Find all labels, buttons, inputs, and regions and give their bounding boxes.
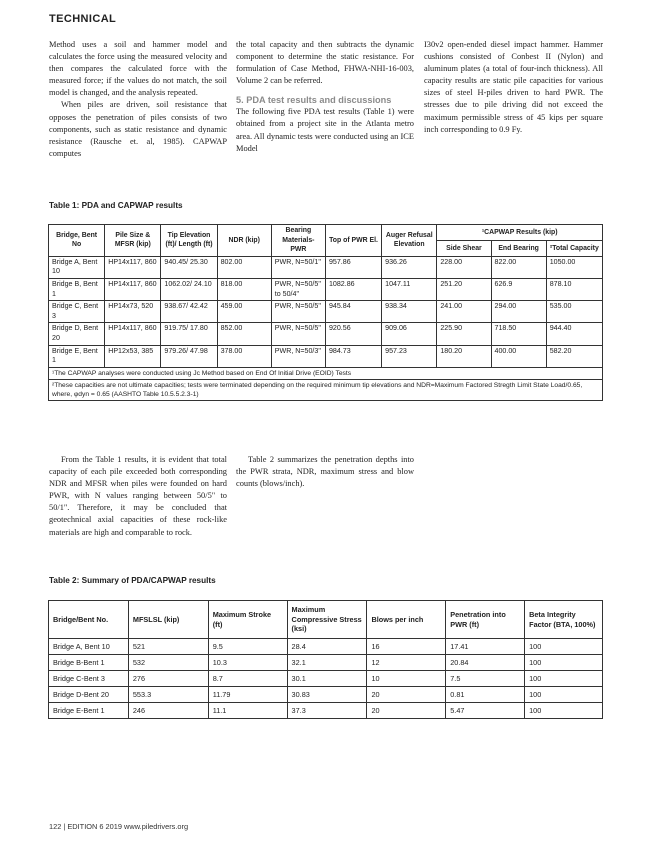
table-cell: 20.84 — [446, 655, 525, 671]
table-cell-pile: HP14x73, 520 — [105, 301, 161, 323]
table-cell-ndr: 818.00 — [217, 278, 271, 300]
table-row — [49, 323, 603, 345]
table-cell-side: 228.00 — [437, 256, 491, 278]
col-header: Auger Refusal Elevation — [382, 225, 437, 257]
table-row — [49, 301, 603, 323]
table-cell: Bridge B-Bent 1 — [49, 655, 129, 671]
table-row — [49, 639, 603, 655]
table-cell: 20 — [367, 687, 446, 703]
table-cell-top: 945.84 — [325, 301, 381, 323]
table-cell-total: 582.20 — [546, 345, 602, 367]
table-row — [49, 703, 603, 719]
table-cell-bearing: PWR, N=50/1" — [271, 256, 325, 278]
table-cell-pile: HP14x117, 860 — [105, 278, 161, 300]
paragraph: Table 2 summarizes the penetration depths into the PWR strata, NDR, maximum stress and blow counts (blows/inch). — [236, 455, 414, 489]
paragraph: the total capacity and then subtracts the dynamic component to determine the static resistance. For formulation of Case Method, FHWA-NHI-16-003, Volume 2 can be referred. — [236, 40, 414, 86]
table1-caption: Table 1: PDA and CAPWAP results — [49, 201, 183, 210]
table-cell-end: 718.50 — [491, 323, 546, 345]
page-footer: 122 | EDITION 6 2019 www.piledrivers.org — [49, 822, 189, 831]
table-cell: 100 — [525, 687, 603, 703]
table-cell-pile: HP14x117, 860 — [105, 323, 161, 345]
table2-caption: Table 2: Summary of PDA/CAPWAP results — [49, 576, 216, 585]
table-cell: 28.4 — [287, 639, 367, 655]
table-cell: 32.1 — [287, 655, 367, 671]
col-header: Maximum Compressive Stress (ksi) — [287, 601, 367, 639]
table-cell-total: 878.10 — [546, 278, 602, 300]
table-cell-total: 944.40 — [546, 323, 602, 345]
col-header: Bearing Materials-PWR — [271, 225, 325, 257]
table-footnote: ¹The CAPWAP analyses were conducted using Jc Method based on End Of Initial Drive (EOID) Tests — [49, 367, 603, 379]
col-header: Beta Integrity Factor (BTA, 100%) — [525, 601, 603, 639]
col-header: Bridge, Bent No — [49, 225, 105, 257]
table-cell: 10 — [367, 671, 446, 687]
col-header: Top of PWR El. — [325, 225, 381, 257]
table-cell: Bridge D-Bent 20 — [49, 687, 129, 703]
table-cell: 11.1 — [208, 703, 287, 719]
table-footnote: ²These capacities are not ultimate capacities; tests were terminated depending on the required minimum tip elevations and NDR=Maximum Factored Stregth Limit State Load/0.65, where, φdyn = 0.65 (AASHTO Table 10.5.5.2.3-1) — [49, 379, 603, 400]
table-cell-bearing: PWR, N=50/5" to 50/4" — [271, 278, 325, 300]
col-header: NDR (kip) — [217, 225, 271, 257]
table-cell: 10.3 — [208, 655, 287, 671]
table-cell-end: 400.00 — [491, 345, 546, 367]
col-header: Side Shear — [437, 240, 491, 256]
table-cell: 9.5 — [208, 639, 287, 655]
summary-table — [48, 600, 603, 719]
table-cell-tip: 979.26/ 47.98 — [161, 345, 217, 367]
table-cell-side: 241.00 — [437, 301, 491, 323]
table-cell-tip: 940.45/ 25.30 — [161, 256, 217, 278]
table-cell: 100 — [525, 703, 603, 719]
table-cell: 0.81 — [446, 687, 525, 703]
table-cell-auger: 957.23 — [382, 345, 437, 367]
col-header: Pile Size & MFSR (kip) — [105, 225, 161, 257]
table-cell: Bridge A, Bent 10 — [49, 639, 129, 655]
table-cell-top: 957.86 — [325, 256, 381, 278]
table-cell: 100 — [525, 671, 603, 687]
text-column-3 — [424, 39, 603, 136]
table-cell: 11.79 — [208, 687, 287, 703]
table-cell-pile: HP12x53, 385 — [105, 345, 161, 367]
table-cell: 532 — [128, 655, 208, 671]
table-cell: 521 — [128, 639, 208, 655]
text-column-1 — [49, 39, 227, 160]
table-cell-ndr: 378.00 — [217, 345, 271, 367]
table-cell-end: 294.00 — [491, 301, 546, 323]
table-cell: 37.3 — [287, 703, 367, 719]
table-cell-ndr: 852.00 — [217, 323, 271, 345]
table-cell-top: 920.56 — [325, 323, 381, 345]
table-row — [49, 278, 603, 300]
table-cell: 17.41 — [446, 639, 525, 655]
table-cell: Bridge C-Bent 3 — [49, 671, 129, 687]
table-cell: 246 — [128, 703, 208, 719]
table-cell: Bridge E-Bent 1 — [49, 703, 129, 719]
table-cell: 8.7 — [208, 671, 287, 687]
table-cell-side: 180.20 — [437, 345, 491, 367]
table-cell: 100 — [525, 639, 603, 655]
paragraph: I30v2 open-ended diesel impact hammer. Hammer cushions consisted of Conbest II (Nylon) and aluminum plates (a total of four-inch thickness). All capacity results are static pile capacities for various sizes of steel H-piles driven to hard PWR. The stresses due to pile driving did not exceed the maximum permissible stress of 45 kips per square inch corresponding to 0.9 Fy. — [424, 40, 603, 134]
table-cell-total: 1050.00 — [546, 256, 602, 278]
table-cell: 30.1 — [287, 671, 367, 687]
table-cell: 5.47 — [446, 703, 525, 719]
table-cell-top: 1082.86 — [325, 278, 381, 300]
table-cell-ndr: 459.00 — [217, 301, 271, 323]
table-row — [49, 256, 603, 278]
table-cell: 16 — [367, 639, 446, 655]
section-heading: 5. PDA test results and discussions — [236, 95, 392, 106]
col-header: End Bearing — [491, 240, 546, 256]
table-cell: 7.5 — [446, 671, 525, 687]
table-cell-bearing: PWR, N=50/3" — [271, 345, 325, 367]
table-row — [49, 671, 603, 687]
col-header: Tip Elevation (ft)/ Length (ft) — [161, 225, 217, 257]
col-header: Bridge/Bent No. — [49, 601, 129, 639]
table-cell-auger: 1047.11 — [382, 278, 437, 300]
col-header: MFSLSL (kip) — [128, 601, 208, 639]
text-column-2 — [236, 39, 414, 155]
table-cell-ndr: 802.00 — [217, 256, 271, 278]
col-header: Blows per inch — [367, 601, 446, 639]
pda-capwap-table — [48, 224, 603, 401]
table-cell: 20 — [367, 703, 446, 719]
table-cell-bearing: PWR, N=50/5" — [271, 301, 325, 323]
table-cell-end: 626.9 — [491, 278, 546, 300]
text-column-bottom-1 — [49, 454, 227, 539]
section-tag: TECHNICAL — [49, 13, 117, 25]
table-cell-auger: 936.26 — [382, 256, 437, 278]
paragraph: Method uses a soil and hammer model and calculates the force using the measured velocity and then compares the calculated force with the measured force; if the values do not match, the soil model is changed, and the analysis repeated. — [49, 40, 227, 98]
table-cell-side: 225.90 — [437, 323, 491, 345]
table-cell-bridge: Bridge C, Bent 3 — [49, 301, 105, 323]
group-header: ¹CAPWAP Results (kip) — [437, 225, 603, 241]
table-cell-auger: 909.06 — [382, 323, 437, 345]
table-cell-bridge: Bridge E, Bent 1 — [49, 345, 105, 367]
table-cell-tip: 919.75/ 17.80 — [161, 323, 217, 345]
table-row — [49, 687, 603, 703]
table-cell-tip: 1062.02/ 24.10 — [161, 278, 217, 300]
text-column-bottom-2 — [236, 454, 414, 490]
table-cell-pile: HP14x117, 860 — [105, 256, 161, 278]
table-row — [49, 345, 603, 367]
col-header: Maximum Stroke (ft) — [208, 601, 287, 639]
paragraph: From the Table 1 results, it is evident that total capacity of each pile exceeded both corresponding NDR and MFSR when piles were founded on hard PWR, with N values ranging between 50/5" to 50/1". Therefore, it may be concluded that geotechnical axial capacities of these rock-like materials are high and comparable to rock. — [49, 455, 227, 537]
table-cell: 12 — [367, 655, 446, 671]
col-header: ²Total Capacity — [546, 240, 602, 256]
table-cell-top: 984.73 — [325, 345, 381, 367]
table-row — [49, 655, 603, 671]
paragraph: The following five PDA test results (Table 1) were obtained from a project site in the Atlanta metro area. All dynamic tests were conducted using an ICE Model — [236, 107, 414, 153]
paragraph: When piles are driven, soil resistance that opposes the penetration of piles consists of two components, such as static resistance and dynamic resistance (Rausche et. al, 1985). CAPWAP computes — [49, 100, 227, 158]
table-cell-total: 535.00 — [546, 301, 602, 323]
table-cell-auger: 938.34 — [382, 301, 437, 323]
table-cell: 553.3 — [128, 687, 208, 703]
table-cell-bridge: Bridge B, Bent 1 — [49, 278, 105, 300]
table-cell-end: 822.00 — [491, 256, 546, 278]
table-cell-bridge: Bridge D, Bent 20 — [49, 323, 105, 345]
table-cell-tip: 938.67/ 42.42 — [161, 301, 217, 323]
table-cell: 276 — [128, 671, 208, 687]
col-header: Penetration into PWR (ft) — [446, 601, 525, 639]
table-cell-bridge: Bridge A, Bent 10 — [49, 256, 105, 278]
table-cell: 30.83 — [287, 687, 367, 703]
table-cell-side: 251.20 — [437, 278, 491, 300]
table-cell-bearing: PWR, N=50/5" — [271, 323, 325, 345]
table-cell: 100 — [525, 655, 603, 671]
